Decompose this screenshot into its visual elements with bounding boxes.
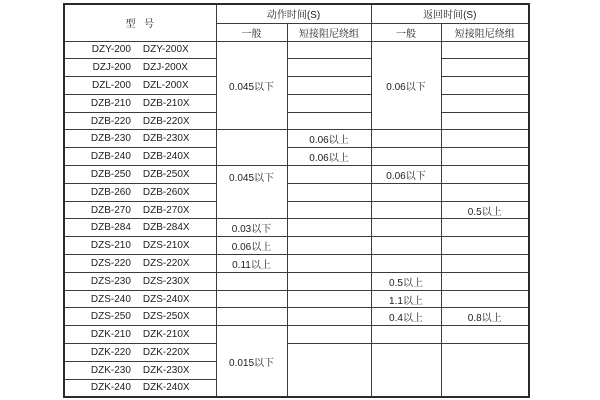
empty-cell bbox=[371, 255, 441, 273]
model-name-x: DZL-200X bbox=[142, 79, 189, 91]
empty-cell bbox=[287, 77, 371, 95]
empty-cell bbox=[441, 148, 529, 166]
model-name: DZB-230 bbox=[90, 133, 131, 145]
empty-cell bbox=[287, 219, 371, 237]
model-name: DZB-250 bbox=[90, 168, 131, 180]
table-row bbox=[64, 59, 529, 77]
model-name: DZB-260 bbox=[90, 186, 131, 198]
model-name-x: DZY-200X bbox=[142, 44, 189, 56]
spec-table bbox=[63, 3, 530, 398]
table-row bbox=[64, 326, 529, 344]
return-general-value: 0.5以上 bbox=[371, 272, 441, 290]
empty-cell bbox=[371, 148, 441, 166]
action-damped-value: 0.06以上 bbox=[287, 130, 371, 148]
action-general-value: 0.11以上 bbox=[216, 255, 287, 273]
model-name-x: DZB-240X bbox=[142, 151, 190, 163]
empty-cell bbox=[216, 272, 287, 290]
table-row bbox=[64, 344, 529, 362]
model-cell bbox=[64, 112, 216, 130]
model-name: DZB-210 bbox=[90, 97, 131, 109]
model-name-x: DZK-220X bbox=[142, 346, 190, 358]
empty-cell bbox=[441, 41, 529, 59]
table-row bbox=[64, 41, 529, 59]
empty-cell bbox=[287, 326, 371, 344]
model-name-x: DZB-250X bbox=[142, 168, 190, 180]
model-name: DZK-210 bbox=[90, 329, 131, 341]
return-damped-header: 短接阻尼绕组 bbox=[441, 23, 529, 41]
empty-cell bbox=[287, 201, 371, 219]
action-damped-value: 0.06以上 bbox=[287, 148, 371, 166]
model-cell bbox=[64, 344, 216, 362]
empty-cell bbox=[441, 94, 529, 112]
empty-cell bbox=[441, 272, 529, 290]
empty-cell bbox=[287, 59, 371, 77]
table-row bbox=[64, 166, 529, 184]
empty-cell bbox=[216, 290, 287, 308]
action-general-value: 0.03以下 bbox=[216, 219, 287, 237]
model-name: DZK-240 bbox=[90, 382, 131, 394]
table-row bbox=[64, 148, 529, 166]
empty-cell bbox=[287, 112, 371, 130]
model-cell bbox=[64, 59, 216, 77]
model-name-x: DZB-220X bbox=[142, 115, 190, 127]
table-row bbox=[64, 130, 529, 148]
model-name: DZL-200 bbox=[92, 79, 131, 91]
model-name: DZS-230 bbox=[90, 275, 131, 287]
empty-cell bbox=[441, 237, 529, 255]
empty-cell bbox=[441, 130, 529, 148]
model-cell bbox=[64, 237, 216, 255]
action-general-value: 0.045以下 bbox=[216, 166, 287, 219]
model-name: DZS-240 bbox=[90, 293, 131, 305]
model-name-x: DZJ-200X bbox=[142, 62, 188, 74]
model-name: DZS-210 bbox=[90, 240, 131, 252]
model-name-x: DZS-210X bbox=[142, 240, 190, 252]
table-row bbox=[64, 94, 529, 112]
empty-cell bbox=[287, 183, 371, 201]
spec-sheet bbox=[63, 3, 530, 398]
empty-cell bbox=[441, 183, 529, 201]
model-cell bbox=[64, 361, 216, 379]
model-name: DZK-230 bbox=[90, 364, 131, 376]
return-damped-value: 0.5以上 bbox=[441, 201, 529, 219]
model-cell bbox=[64, 130, 216, 148]
model-name-x: DZS-220X bbox=[142, 257, 190, 269]
table-row bbox=[64, 183, 529, 201]
empty-cell bbox=[441, 59, 529, 77]
return-general-header: 一般 bbox=[371, 23, 441, 41]
table-row bbox=[64, 308, 529, 326]
model-name: DZB-240 bbox=[90, 151, 131, 163]
model-name-x: DZK-210X bbox=[142, 329, 190, 341]
empty-cell bbox=[371, 130, 441, 148]
table-row bbox=[64, 219, 529, 237]
model-name: DZB-270 bbox=[90, 204, 131, 216]
table-row bbox=[64, 77, 529, 95]
empty-cell bbox=[371, 344, 441, 397]
empty-cell bbox=[216, 308, 287, 326]
model-name-x: DZS-250X bbox=[142, 311, 190, 323]
model-cell bbox=[64, 148, 216, 166]
model-name: DZK-220 bbox=[90, 346, 131, 358]
table-row bbox=[64, 272, 529, 290]
model-cell bbox=[64, 272, 216, 290]
empty-cell bbox=[371, 237, 441, 255]
model-cell bbox=[64, 379, 216, 397]
return-general-value: 0.06以下 bbox=[371, 41, 441, 130]
header-row-groups bbox=[64, 4, 529, 23]
table-row bbox=[64, 112, 529, 130]
model-cell bbox=[64, 290, 216, 308]
return-general-value: 1.1以上 bbox=[371, 290, 441, 308]
model-cell bbox=[64, 94, 216, 112]
empty-cell bbox=[287, 255, 371, 273]
model-cell bbox=[64, 219, 216, 237]
return-time-header: 返回时间(S) bbox=[371, 4, 529, 23]
table-row bbox=[64, 255, 529, 273]
model-name-x: DZB-284X bbox=[142, 222, 190, 234]
model-cell bbox=[64, 255, 216, 273]
model-name: DZY-200 bbox=[91, 44, 131, 56]
empty-cell bbox=[441, 77, 529, 95]
empty-cell bbox=[441, 166, 529, 184]
action-general-value: 0.06以上 bbox=[216, 237, 287, 255]
action-general-value: 0.045以下 bbox=[216, 41, 287, 130]
return-general-value: 0.4以上 bbox=[371, 308, 441, 326]
model-cell bbox=[64, 41, 216, 59]
empty-cell bbox=[287, 290, 371, 308]
return-general-value: 0.06以下 bbox=[371, 166, 441, 184]
empty-cell bbox=[371, 219, 441, 237]
model-name-x: DZB-210X bbox=[142, 97, 190, 109]
model-cell bbox=[64, 326, 216, 344]
empty-cell bbox=[441, 326, 529, 344]
empty-cell bbox=[287, 272, 371, 290]
model-name: DZS-250 bbox=[90, 311, 131, 323]
empty-cell bbox=[287, 237, 371, 255]
model-name: DZB-284 bbox=[90, 222, 131, 234]
model-cell bbox=[64, 77, 216, 95]
empty-cell bbox=[371, 326, 441, 344]
return-damped-value: 0.8以上 bbox=[441, 308, 529, 326]
empty-cell bbox=[287, 94, 371, 112]
table-row bbox=[64, 201, 529, 219]
action-general-header: 一般 bbox=[216, 23, 287, 41]
model-cell bbox=[64, 201, 216, 219]
model-name-x: DZB-230X bbox=[142, 133, 190, 145]
model-header: 型 号 bbox=[64, 4, 216, 41]
model-name-x: DZB-260X bbox=[142, 186, 190, 198]
table-row bbox=[64, 290, 529, 308]
empty-cell bbox=[441, 112, 529, 130]
empty-cell bbox=[216, 130, 287, 166]
model-name-x: DZK-230X bbox=[142, 364, 190, 376]
model-cell bbox=[64, 308, 216, 326]
table-row bbox=[64, 237, 529, 255]
model-name: DZS-220 bbox=[90, 257, 131, 269]
empty-cell bbox=[441, 290, 529, 308]
empty-cell bbox=[441, 344, 529, 397]
empty-cell bbox=[287, 308, 371, 326]
model-cell bbox=[64, 183, 216, 201]
model-name: DZJ-200 bbox=[92, 62, 131, 74]
action-time-header: 动作时间(S) bbox=[216, 4, 371, 23]
empty-cell bbox=[371, 201, 441, 219]
model-name-x: DZB-270X bbox=[142, 204, 190, 216]
empty-cell bbox=[441, 219, 529, 237]
model-name-x: DZS-230X bbox=[142, 275, 190, 287]
action-general-value: 0.015以下 bbox=[216, 326, 287, 397]
empty-cell bbox=[287, 166, 371, 184]
model-cell bbox=[64, 166, 216, 184]
empty-cell bbox=[371, 183, 441, 201]
model-name: DZB-220 bbox=[90, 115, 131, 127]
empty-cell bbox=[441, 255, 529, 273]
model-name-x: DZS-240X bbox=[142, 293, 190, 305]
empty-cell bbox=[287, 344, 371, 397]
empty-cell bbox=[287, 41, 371, 59]
model-name-x: DZK-240X bbox=[142, 382, 190, 394]
action-damped-header: 短接阻尼绕组 bbox=[287, 23, 371, 41]
